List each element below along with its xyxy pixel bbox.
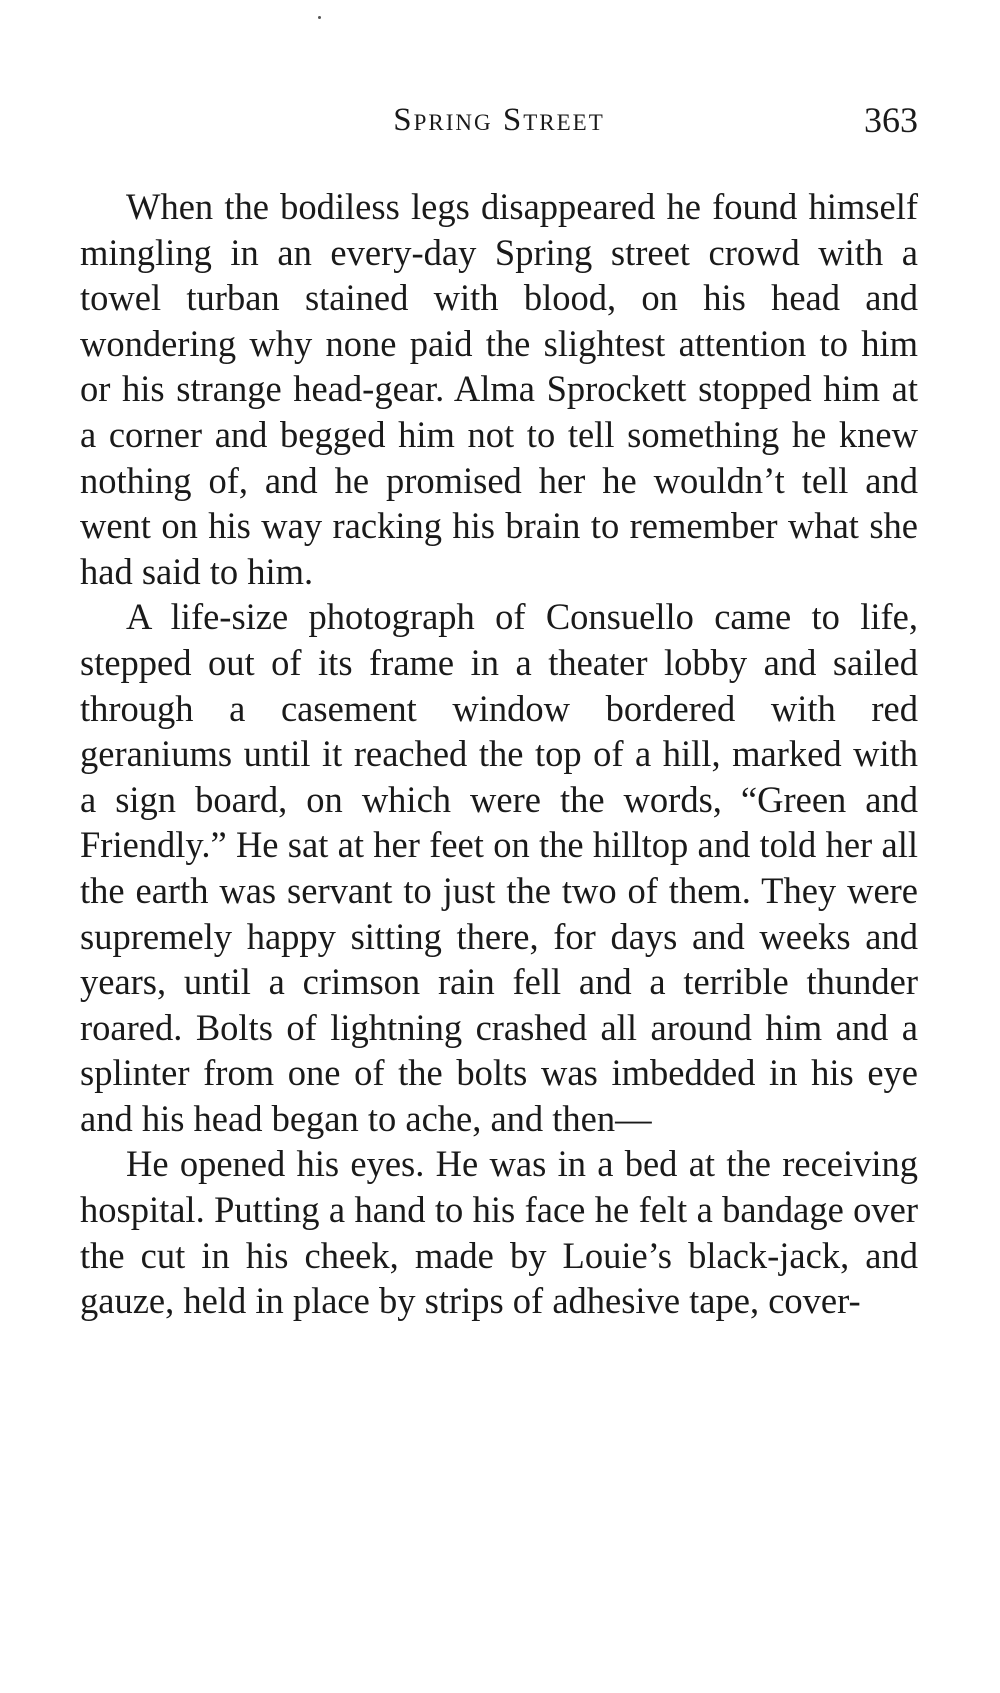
- paragraph-2: A life-size photograph of Consuello came to life, stepped out of its frame in a theater lobby and sailed through a casement window bordered with red geraniums until it reached the top of a hill, marked with a sign board, on which were the words, “Green and Friendly.” He sat at her feet on the hilltop and told her all the earth was servant to just the two of them. They were supremely happy sitting there, for days and weeks and years, until a crimson rain fell and a terrible thunder roared. Bolts of lightning crashed all around him and a splinter from one of the bolts was imbedded in his eye and his head began to ache, and then—: [80, 596, 918, 1139]
- running-title: Spring Street: [393, 102, 605, 138]
- paragraph-3: He opened his eyes. He was in a bed at the receiving hospital. Putting a hand to his face he felt a bandage over the cut in his cheek, made by Louie’s black-jack, and gauze, held in place by strips of adhesive tape, cover-: [80, 1143, 918, 1322]
- running-head: [80, 96, 918, 144]
- body-text: [80, 184, 918, 1324]
- speck-mark: [318, 16, 321, 19]
- page-number: 363: [864, 100, 918, 140]
- paragraph-1: When the bodiless legs disappeared he found himself mingling in an every-day Spring street crowd with a towel turban stained with blood, on his head and wondering why none paid the slightest attention to him or his strange head-gear. Alma Sprockett stopped him at a corner and begged him not to tell something he knew nothing of, and he promised her he wouldn’t tell and went on his way racking his brain to remember what she had said to him.: [80, 186, 918, 592]
